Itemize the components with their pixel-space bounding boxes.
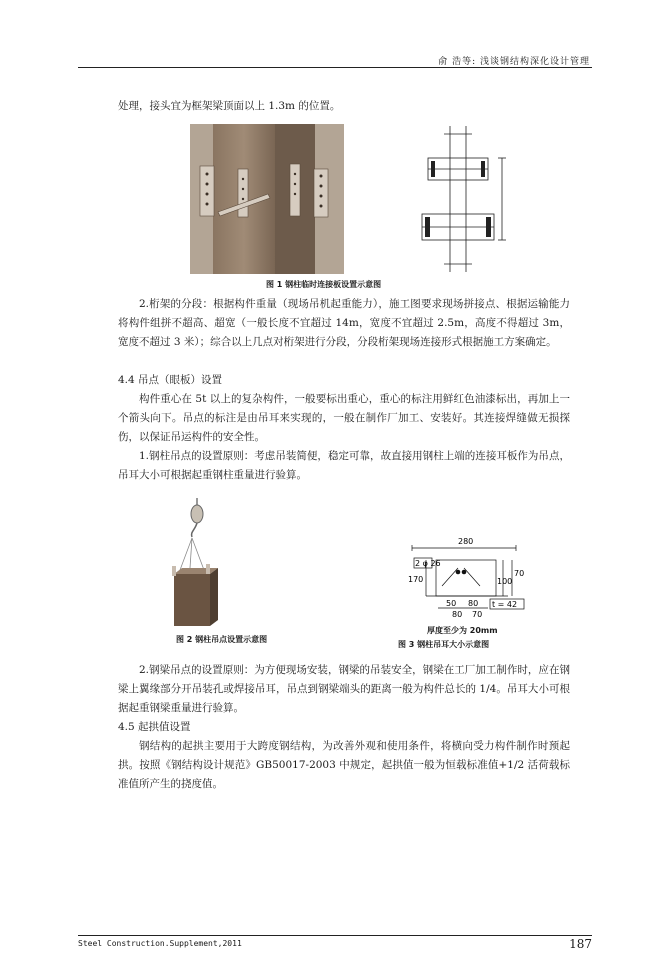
steel-column-body <box>172 564 218 626</box>
figure-1 <box>118 124 570 274</box>
dim-top: 280 <box>458 537 474 546</box>
header-rule <box>78 67 592 68</box>
paragraph-column-lifting: 1.钢柱吊点的设置原则：考虑吊装简便，稳定可靠，故直接用钢柱上端的连接耳板作为吊点，吊耳大小可根据起重钢柱重量进行验算。 <box>118 450 570 481</box>
figure-2-caption: 图 2 钢柱吊点设置示意图 <box>176 635 268 644</box>
page-number: 187 <box>569 937 592 951</box>
paragraph-lifting-points: 构件重心在 5t 以上的复杂构件，一般要标出重心，重心的标注用鲜红色油漆标出，再加上一个箭头向下。吊点的标注是由吊耳来实现的，一般在制作厂加工、安装好。其连接焊缝做无损探伤，以保证吊运构件的安全性。 <box>118 393 570 443</box>
figure-1-drawing <box>118 124 570 274</box>
dim-bottom-d: 70 <box>472 610 483 619</box>
line-drawing-bolts <box>425 161 491 237</box>
journal-name: Steel Construction.Supplement,2011 <box>78 939 242 948</box>
dim-hole-label: 2 φ 26 <box>415 559 441 568</box>
section-heading-4-4: 4.4 吊点（眼板）设置 <box>118 374 223 386</box>
dim-bottom-a: 50 <box>446 599 457 608</box>
lug-holes <box>456 570 467 575</box>
paragraph-camber: 钢结构的起拱主要用于大跨度钢结构，为改善外观和使用条件，将横向受力构件制作时预起拱。按照《钢结构设计规范》GB50017-2003 中规定，起拱值一般为恒载标准值+1/2 活荷载标准值所产生的挠度值。 <box>118 740 570 790</box>
dim-thickness: t = 42 <box>492 600 518 609</box>
dim-bottom-b: 80 <box>468 599 479 608</box>
running-title: 俞 浩等: 浅谈钢结构深化设计管理 <box>438 57 590 67</box>
figure-3-caption: 图 3 钢柱吊耳大小示意图 <box>398 640 490 649</box>
section-heading-4-5: 4.5 起拱值设置 <box>118 721 191 733</box>
lifting-cables <box>180 538 204 570</box>
dim-bottom-c: 80 <box>452 610 463 619</box>
paragraph-truss-segmentation: 2.桁架的分段：根据构件重量（现场吊机起重能力），施工图要求现场拼接点、根据运输能力将构件组拼不超高、超宽（一般长度不宜超过 14m，宽度不宜超过 2.5m，高度不得超过 3m，宽度不超过 3 米）；综合以上几点对桁架进行分段，分段桁架现场连接形式根据施工方案确定。 <box>118 298 570 348</box>
figure-3-note: 厚度至少为 20mm <box>427 626 498 635</box>
figure-2-drawing <box>160 498 260 628</box>
dim-left: 170 <box>408 575 424 584</box>
figure-2 <box>160 498 260 628</box>
paragraph-beam-lifting: 2.钢梁吊点的设置原则：为方便现场安装，钢梁的吊装安全，钢梁在工厂加工制作时，应在钢梁上翼缘部分开吊装孔或焊接吊耳，吊点到钢梁端头的距离一般为构件总长的 1/4。吊耳大小可根据起重钢梁重量进行验算。 <box>118 664 570 714</box>
figure-3-drawing <box>408 536 528 620</box>
dim-right-inner: 100 <box>497 577 513 586</box>
figure-3 <box>408 536 528 620</box>
paragraph-intro: 处理，接头宜为框架梁顶面以上 1.3m 的位置。 <box>118 100 341 112</box>
dim-right-outer: 70 <box>514 569 525 578</box>
footer-rule <box>78 935 592 936</box>
lifting-hook <box>191 498 203 537</box>
figure-1-caption: 图 1 钢柱临时连接板设置示意图 <box>266 280 382 289</box>
splice-line-drawing <box>422 126 506 272</box>
